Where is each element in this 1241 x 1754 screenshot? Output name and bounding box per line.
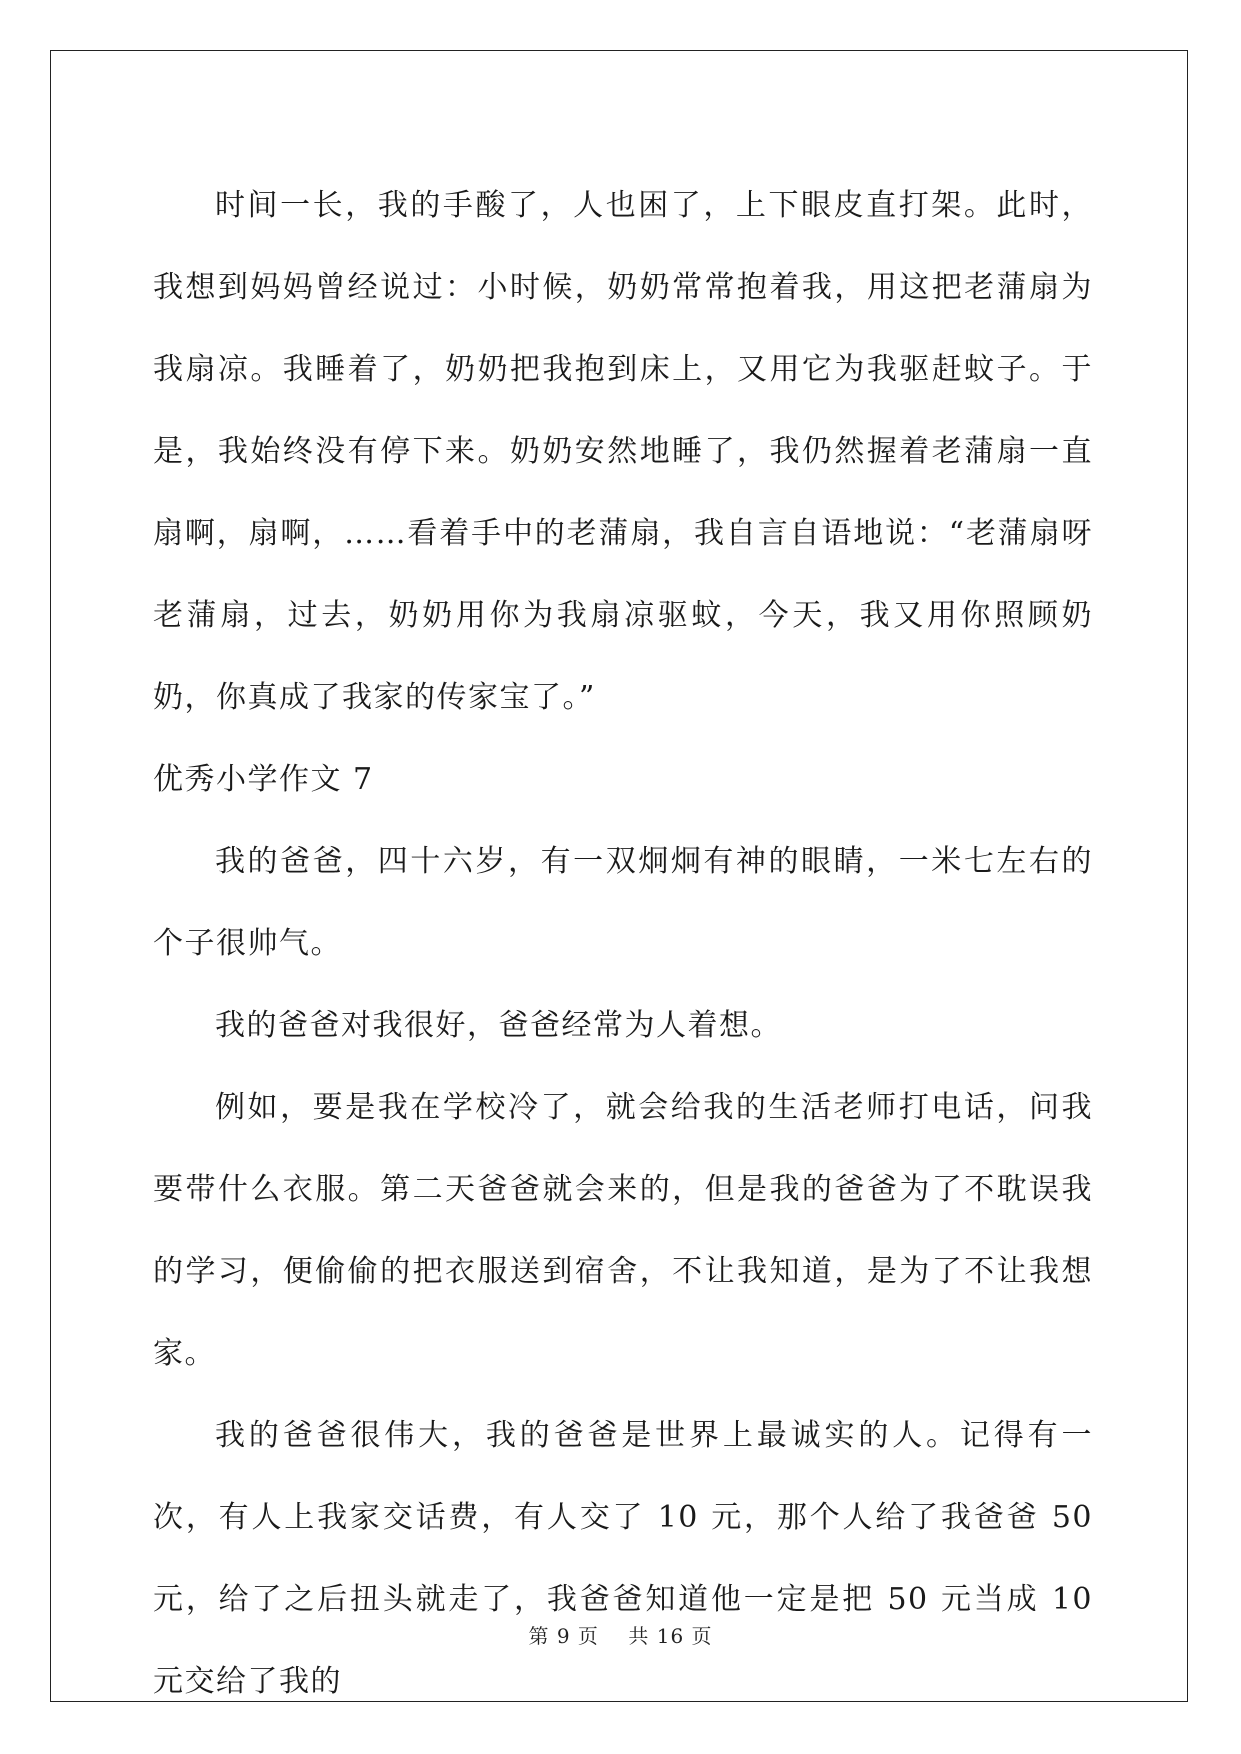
document-body (153, 165, 1093, 1723)
page-footer (0, 1620, 1241, 1649)
paragraph: 我的爸爸对我很好，爸爸经常为人着想。 (215, 1008, 782, 1043)
page-number: 第 9 页 (528, 1624, 599, 1648)
section-heading: 优秀小学作文 7 (153, 762, 374, 797)
paragraph: 我的爸爸很伟大，我的爸爸是世界上最诚实的人。记得有一次，有人上我家交话费，有人交了 10 元，那个人给了我爸爸 50 元，给了之后扭头就走了，我爸爸知道他一定是把 50 元当成 10 元交给了我的 (153, 1418, 1093, 1699)
paragraph: 例如，要是我在学校冷了，就会给我的生活老师打电话，问我要带什么衣服。第二天爸爸就会来的，但是我的爸爸为了不耽误我的学习，便偷偷的把衣服送到宿舍，不让我知道，是为了不让我想家。 (153, 1090, 1093, 1371)
page-total: 共 16 页 (628, 1624, 713, 1648)
paragraph: 我的爸爸，四十六岁，有一双炯炯有神的眼睛，一米七左右的个子很帅气。 (153, 844, 1093, 961)
paragraph: 时间一长，我的手酸了，人也困了，上下眼皮直打架。此时，我想到妈妈曾经说过：小时候，奶奶常常抱着我，用这把老蒲扇为我扇凉。我睡着了，奶奶把我抱到床上，又用它为我驱赶蚊子。于是，我始终没有停下来。奶奶安然地睡了，我仍然握着老蒲扇一直扇啊，扇啊，……看着手中的老蒲扇，我自言自语地说：“老蒲扇呀老蒲扇，过去，奶奶用你为我扇凉驱蚊，今天，我又用你照顾奶奶，你真成了我家的传家宝了。” (153, 188, 1093, 715)
